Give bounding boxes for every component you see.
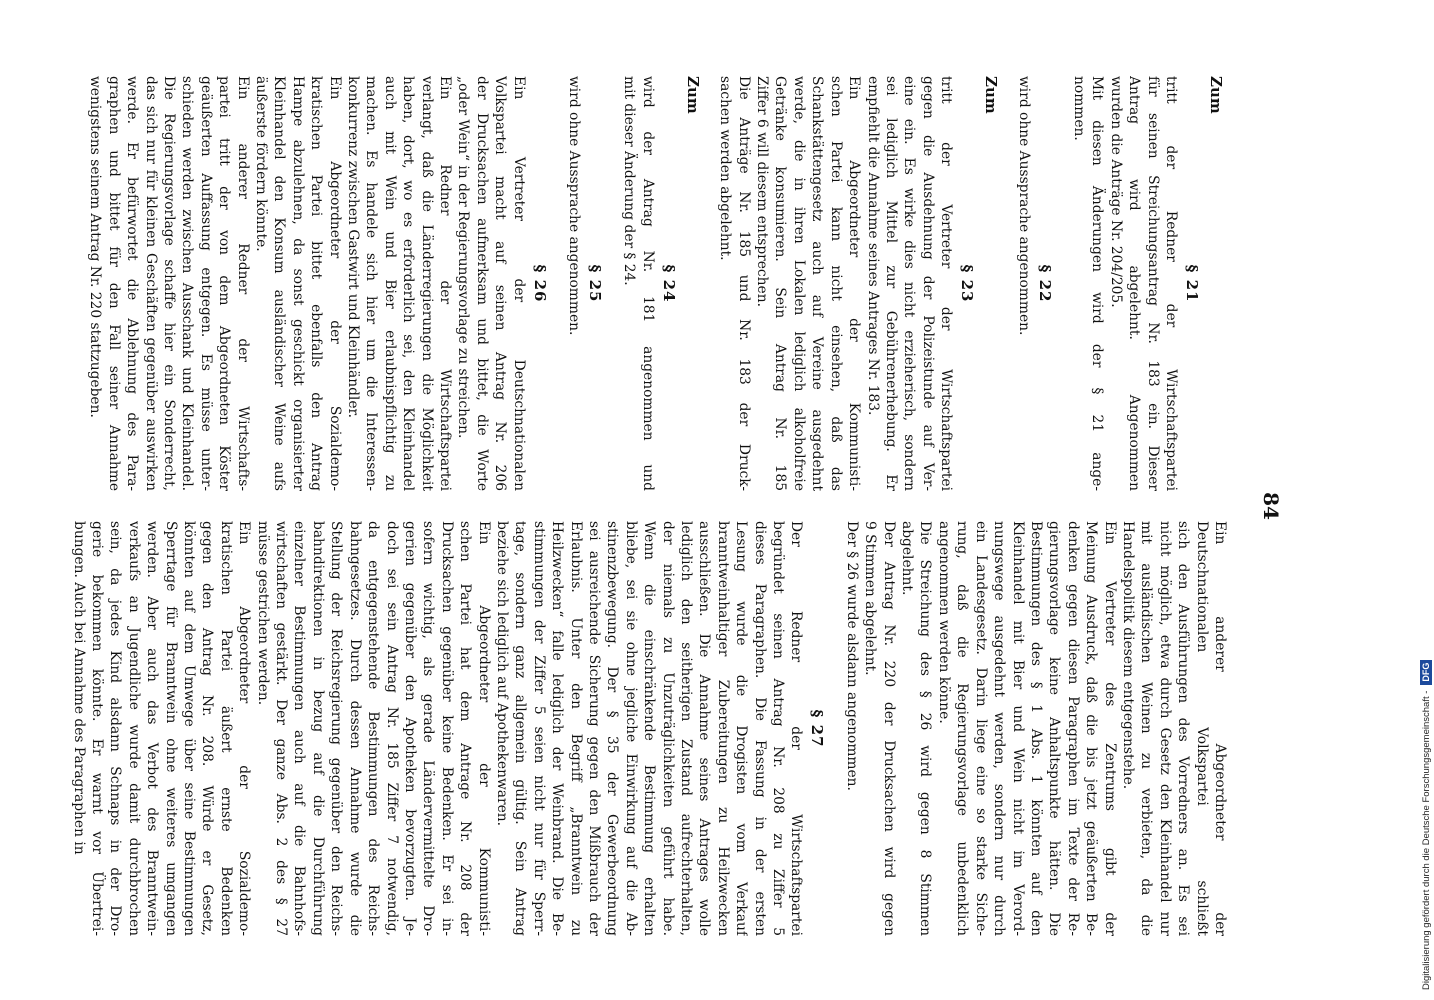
text-line: wenigstens seinem Antrag Nr. 220 stattzugeben. [87,76,104,418]
text-line: schieden werden zwischen Ausschank und Kleinhandel. [179,76,196,491]
text-line: könnten auf dem Umwege über seine Bestimmungen [181,521,198,936]
text-line: Volkspartei macht auf seinen Antrag Nr. 206 [492,76,509,491]
paragraph-gap [1004,76,1014,491]
text-line: Die Streichung des § 26 wird gegen 8 Stimmen [917,521,934,936]
section-heading: § 27 [808,709,827,748]
text-line: wurden die Anträge Nr. 204/205. [1107,76,1124,308]
text-line: wird ohne Aussprache angenommen. [566,76,583,336]
text-line: bungen. Auch bei Annahme des Paragraphen in [70,521,87,855]
text-line: Ein Abgeordneter der Sozialdemo- [326,76,343,491]
text-line: sachen werden abgelehnt. [717,76,734,261]
text-line: abgelehnt. [899,521,916,596]
text-line: dieses Paragraphen. Die Fassung in der ersten [751,521,768,936]
text-line: kratischen Partei äußert ernste Bedenken [217,521,234,936]
text-line: bahngesetzes. Durch dessen Annahme wurde die [346,521,363,936]
paragraph-gap [1060,76,1070,491]
right-text-column [69,521,1229,936]
text-line: werde. Er befürwortet die Ablehnung des Para- [124,76,141,491]
text-line: Meinung Ausdruck, daß die bis jetzt geäußerten Be- [1083,521,1100,936]
text-line: geäußerten Auffassung entgegen. Es müsse unter- [197,76,214,491]
text-line: kratischen Partei bittet ebenfalls den Antrag [308,76,325,491]
text-line: denken gegen diesen Paragraphen im Texte der Re- [1064,521,1081,936]
text-line: Die Anträge Nr. 185 und Nr. 183 der Druck- [735,76,752,491]
text-line: gegen den Antrag Nr. 208. Würde er Gesetz, [199,521,216,936]
section-intro-word: Zum [982,76,1001,114]
text-line: Ein Vertreter der Deutschnationalen [510,76,527,491]
text-line: mit ausländischen Weinen zu verbieten, da die [1138,521,1155,936]
text-line: haben, dort, wo es erforderlich sei, den Kleinhandel [400,76,417,491]
text-line: begründet seinen Antrag Nr. 208 zu Ziffer 5 [770,521,787,936]
text-line: stinenzbewegung. Der § 35 der Gewerbeordnung [604,521,621,936]
text-line: schen Partei hat dem Antrage Nr. 208 der [457,521,474,936]
section-heading: § 25 [586,264,605,303]
text-line: sich den Ausführungen des Vorredners an. Es sei [1175,521,1192,936]
rotated-document-page [23,76,1283,936]
text-line: beziehe sich lediglich auf Apothekenwaren. [493,521,510,827]
text-line: sei lediglich Mittel zur Gebührenerhebung. Er [882,76,899,491]
text-line: werde, die in ihren Lokalen lediglich alkoholfreie [790,76,807,491]
text-line: schen Partei kann nicht einsehen, daß das [827,76,844,491]
text-line: wirtschaften gestärkt. Der ganze Abs. 2 des § 27 [273,521,290,936]
digitization-credit [1412,350,1434,990]
credit-text: Digitalisierung gefördert durch die Deutsche Forschungsgemeinschaft - [1420,690,1432,990]
text-line: Bestimmungen des § 1 Abs. 1 könnten auf den [1027,521,1044,936]
section-intro-word: Zum [683,76,702,114]
text-line: Hampe abzulehnen, da sonst geschickt organisierter [289,76,306,491]
text-line: Ein anderer Redner der Wirtschafts- [234,76,251,491]
text-line: Stellung der Reichsregierung gegenüber den Reichs- [328,521,345,936]
text-line: konkurrenz zwischen Gastwirt und Kleinhändler. [345,76,361,418]
text-line: doch sei sein Antrag Nr. 185 Ziffer 7 notwendig, [383,521,400,936]
text-line: werden. Aber auch das Verbot des Branntwein- [144,521,161,936]
text-line: einzelner Bestimmungen auch auf die Bahnhofs- [291,521,308,936]
text-line: wird ohne Aussprache angenommen. [1015,76,1032,336]
text-line: Erlaubnis. Unter den Begriff „Branntwein zu [567,521,584,936]
text-line: für seinen Streichungsantrag Nr. 183 ein. Dieser [1144,76,1161,491]
text-line: rung, daß die Regierungsvorlage unbedenklich [954,521,971,936]
section-heading: § 22 [1035,264,1054,303]
text-line: da entgegenstehende Bestimmungen des Reichs- [365,521,382,936]
text-line: bahndirektionen in bezug auf die Durchführung [309,521,326,936]
text-line: der niemals zu Unzuträglichkeiten geführt habe. [659,521,676,936]
text-line: nicht möglich, etwa durch Gesetz den Kleinhandel nur [1156,521,1173,936]
text-line: das sich nur für kleinen Geschäften gegenüber auswirken [142,76,159,491]
text-line: Getränke konsumieren. Sein Antrag Nr. 185 [772,76,789,491]
text-line: Ein Abgeordneter der Sozialdemo- [236,521,253,936]
text-line: Die Regierungsvorlage schaffe hier ein Sonderrecht, [160,76,177,491]
text-line: verkaufs an Jugendliche wurde damit durchbrochen [125,521,142,936]
text-line: lediglich den seitherigen Zustand aufrechterhalten, [678,521,695,936]
text-line: Ziffer 6 will diesem entsprechen. [754,76,771,307]
paragraph-gap [610,76,620,491]
text-line: nungswege ausgedehnt werden, sondern nur durch [991,521,1008,936]
text-line: tritt der Vertreter der Wirtschaftspartei [938,76,955,491]
text-line: machen. Es handele sich hier um die Interessen- [363,76,380,491]
text-line: sein, da jedes Kind alsdann Schnaps in der Dro- [107,521,124,936]
text-line: Mit diesen Änderungen wird der § 21 ange- [1089,76,1106,491]
text-line: Handelspolitik diesem entgegenstehe. [1119,521,1136,790]
text-line: Ein Abgeordneter der Kommunisti- [475,521,492,936]
text-line: angenommen werden könne. [935,521,952,724]
text-line: Heilzwecken“ falle lediglich der Weinbrand. Die Be- [549,521,566,936]
text-line: verlangt, daß die Länderregierungen die Möglichkeit [418,76,435,491]
text-line: der Drucksachen aufmerksam und bittet, die Worte [473,76,490,491]
text-line: branntweinhaltiger Zubereitungen zu Heilzwecken [714,521,731,936]
text-line: gerien gegenüber den Apotheken bevorzugten. Je- [401,521,418,936]
text-line: tritt der Redner der Wirtschaftspartei [1163,76,1179,491]
text-line: Der Antrag Nr. 220 der Drucksachen wird gegen [880,521,897,936]
text-line: Drucksachen gegenüber keine Bedenken. Er sei in- [438,521,455,936]
paragraph-gap [706,76,716,491]
text-line: Ein anderer Abgeordneter der [1212,521,1228,936]
paragraph-gap [832,521,842,936]
text-line: nommen. [1070,76,1087,141]
dfg-logo: DFG [1420,660,1432,685]
text-line: Ein Redner der Wirtschaftspartei [437,76,454,491]
text-line: Sperrtage für Branntwein ohne weiteres umgangen [162,521,179,936]
text-line: partei tritt der von dem Abgeordneten Köster [216,76,233,491]
text-line: Schankstättengesetz auch auf Vereine ausgedehnt [809,76,826,491]
text-line: sofern wichtig, als gerade Ländervermittelte Dro- [420,521,437,936]
text-line: ein Landesgesetz. Darin liege eine so starke Siche- [972,521,989,936]
left-text-column [86,76,1229,491]
text-line: ausschließen. Die Annahme seines Antrages wolle [696,521,713,936]
section-heading: § 23 [958,264,977,303]
text-line: Kleinhandel mit Bier und Wein nicht im Verord- [1009,521,1026,936]
text-line: bliebe, sei sie ohne jegliche Einwirkung auf die Ab- [622,521,639,936]
paragraph-gap [555,76,565,491]
text-line: wird der Antrag Nr. 181 angenommen und [639,76,656,491]
page-number: 84 [1259,492,1283,520]
section-heading: § 26 [530,264,549,303]
section-heading: § 21 [1183,264,1201,303]
text-line: empfiehlt die Annahme seines Antrages Nr. 183. [864,76,881,416]
section-heading: § 24 [659,264,678,303]
text-line: Ein Vertreter des Zentrums gibt der [1101,521,1118,936]
text-line: Wenn die einschränkende Bestimmung erhalten [641,521,658,936]
text-line: „oder Wein“ in der Regierungsvorlage zu streichen. [455,76,472,439]
text-line: Ein Abgeordneter der Kommunisti- [846,76,863,491]
text-line: müsse gestrichen werden. [254,521,271,706]
text-line: Antrag wird abgelehnt. Angenommen [1126,76,1143,491]
text-line: Lesung wurde die Drogisten vom Verkauf [733,521,750,936]
text-line: 9 Stimmen abgelehnt. [862,521,879,676]
text-line: Kleinhandel den Konsum ausländischer Weine aufs [271,76,288,491]
text-line: eine ein. Es wirke dies nicht erzieherisch, sondern [901,76,918,491]
text-line: auch mit Wein und Bier erlaubnispflichtig zu [381,76,398,491]
text-line: gegen die Ausdehnung der Polizeistunde auf Ver- [919,76,936,491]
section-intro-word: Zum [1207,76,1225,114]
text-line: tage, sondern ganz allgemein gültig. Sein Antrag [512,521,529,936]
text-line: graphen und bittet für den Fall seiner Annahme [105,76,122,491]
text-line: gerie bekommen könnte. Er warnt vor Übertrei- [89,521,106,936]
text-line: Der Redner der Wirtschaftspartei [788,521,805,936]
text-line: Deutschnationalen Volkspartei schließt [1193,521,1210,936]
text-line: stimmungen der Ziffer 5 seien nicht nur für Sperr- [530,521,547,936]
text-line: sei ausreichende Sicherung gegen den Mißbrauch der [586,521,602,936]
text-line: gierungsvorlage keine Anhaltspunkte hätten. Die [1046,521,1063,936]
text-line: Der § 26 wurde alsdann angenommen. [843,521,860,791]
text-line: mit dieser Änderung der § 24. [621,76,638,286]
text-line: äußerste fördern könnte. [252,76,269,252]
